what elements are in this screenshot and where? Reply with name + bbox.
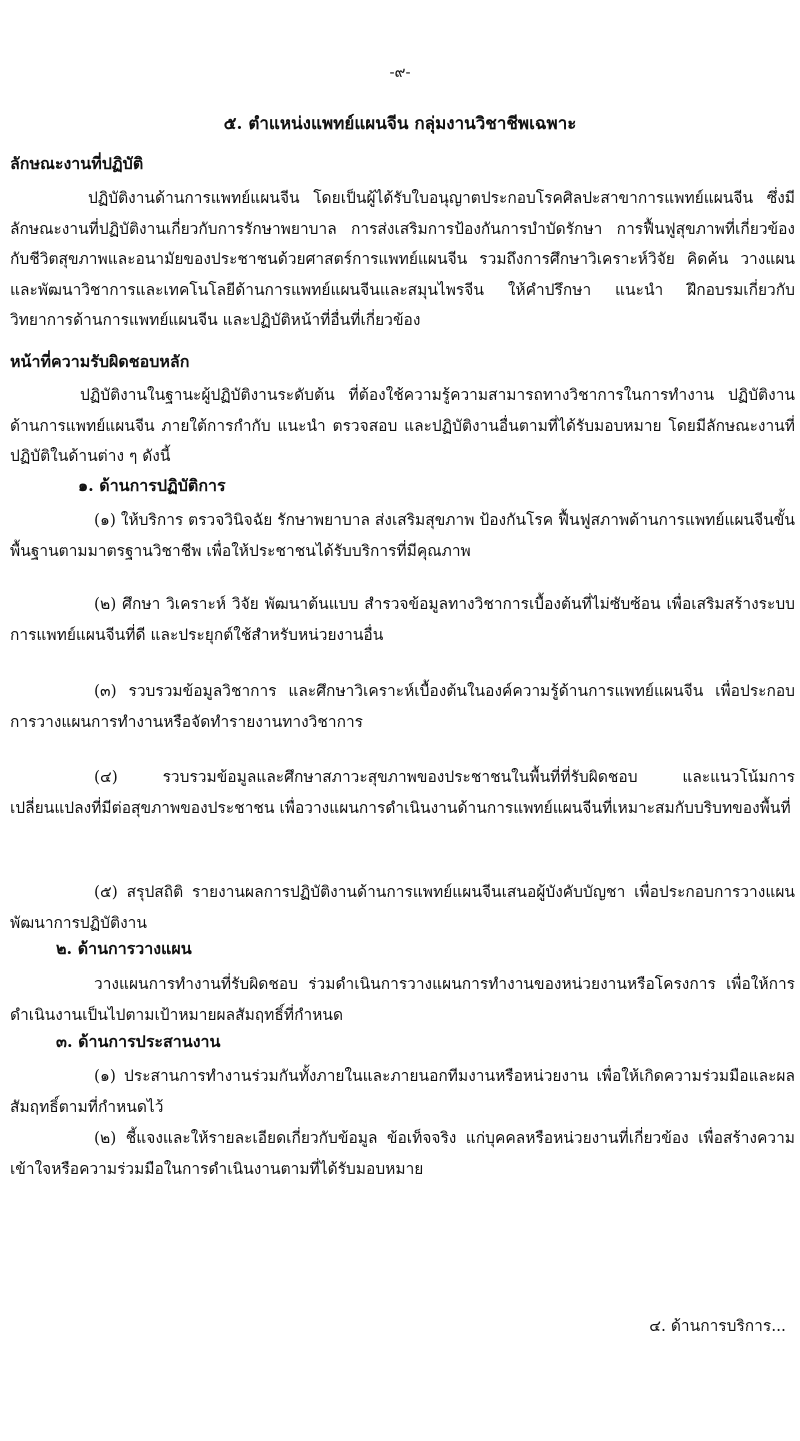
continuation-note: ๔. ด้านการบริการ... (649, 1317, 786, 1335)
coordination-item: (๒) ชี้แจงและให้รายละเอียดเกี่ยวกับข้อมูล ข้อเท็จจริง แก่บุคคลหรือหน่วยงานที่เกี่ยวข้อง เพื่อสร้างความเข้าใจหรือความร่วมมือในการดำเนินงานตามที่ได้รับมอบหมาย (10, 1129, 795, 1178)
area-heading-coordination: ๓. ด้านการประสานงาน (56, 1032, 221, 1051)
operations-item: (๔) รวบรวมข้อมูลและศึกษาสภาวะสุขภาพของประชาชนในพื้นที่ที่รับผิดชอบ และแนวโน้มการเปลี่ยนแปลงที่มีต่อสุขภาพของประชาชน เพื่อวางแผนการดำเนินงานด้านการแพทย์แผนจีนที่เหมาะสมกับบริบทของพื้นที่ (10, 768, 795, 817)
page-number: -๙- (389, 63, 411, 81)
operations-item: (๒) ศึกษา วิเคราะห์ วิจัย พัฒนาต้นแบบ สำรวจข้อมูลทางวิชาการเบื้องต้นที่ไม่ซับซ้อน เพื่อเสริมสร้างระบบการแพทย์แผนจีนที่ดี และประยุกต์ใช้สำหรับหน่วยงานอื่น (10, 595, 795, 644)
area-heading-planning: ๒. ด้านการวางแผน (56, 939, 192, 958)
page-title: ๕. ตำแหน่งแพทย์แผนจีน กลุ่มงานวิชาชีพเฉพาะ (223, 114, 577, 134)
section-heading-responsibilities: หน้าที่ความรับผิดชอบหลัก (10, 352, 190, 371)
operations-item: (๑) ให้บริการ ตรวจวินิจฉัย รักษาพยาบาล ส่งเสริมสุขภาพ ป้องกันโรค ฟื้นฟูสภาพด้านการแพทย์แผนจีนขั้นพื้นฐานตามมาตรฐานวิชาชีพ เพื่อให้ประชาชนได้รับบริการที่มีคุณภาพ (10, 511, 795, 560)
operations-item: (๓) รวบรวมข้อมูลวิชาการ และศึกษาวิเคราะห์เบื้องต้นในองค์ความรู้ด้านการแพทย์แผนจีน เพื่อประกอบการวางแผนการทำงานหรือจัดทำรายงานทางวิชาการ (10, 682, 795, 731)
coordination-item: (๑) ประสานการทำงานร่วมกันทั้งภายในและภายนอกทีมงานหรือหน่วยงาน เพื่อให้เกิดความร่วมมือและผลสัมฤทธิ์ตามที่กำหนดไว้ (10, 1067, 795, 1116)
operations-item: (๕) สรุปสถิติ รายงานผลการปฏิบัติงานด้านการแพทย์แผนจีนเสนอผู้บังคับบัญชา เพื่อประกอบการวางแผนพัฒนาการปฏิบัติงาน (10, 883, 795, 932)
area-heading-operations: ๑. ด้านการปฏิบัติการ (78, 476, 226, 495)
section-heading-job-characteristics: ลักษณะงานที่ปฏิบัติ (10, 154, 144, 173)
job-characteristics-paragraph: ปฏิบัติงานด้านการแพทย์แผนจีน โดยเป็นผู้ได้รับใบอนุญาตประกอบโรคศิลปะสาขาการแพทย์แผนจีน ซึ่งมีลักษณะงานที่ปฏิบัติงานเกี่ยวกับการรักษาพยาบาล การส่งเสริมการป้องกันการบำบัดรักษา การฟื้นฟูสุขภาพที่เกี่ยวข้องกับชีวิตสุขภาพและอนามัยของประชาชนด้วยศาสตร์การแพทย์แผนจีน รวมถึงการศึกษาวิเคราะห์วิจัย คิดค้น วางแผน และพัฒนาวิชาการและเทคโนโลยีด้านการแพทย์แผนจีนและสมุนไพรจีน ให้คำปรึกษา แนะนำ ฝึกอบรมเกี่ยวกับวิทยาการด้านการแพทย์แผนจีน และปฏิบัติหน้าที่อื่นที่เกี่ยวข้อง (10, 189, 795, 330)
planning-paragraph: วางแผนการทำงานที่รับผิดชอบ ร่วมดำเนินการวางแผนการทำงานของหน่วยงานหรือโครงการ เพื่อให้การดำเนินงานเป็นไปตามเป้าหมายผลสัมฤทธิ์ที่กำหนด (10, 975, 795, 1024)
responsibilities-intro: ปฏิบัติงานในฐานะผู้ปฏิบัติงานระดับต้น ที่ต้องใช้ความรู้ความสามารถทางวิชาการในการทำงาน ปฏิบัติงานด้านการแพทย์แผนจีน ภายใต้การกำกับ แนะนำ ตรวจสอบ และปฏิบัติงานอื่นตามที่ได้รับมอบหมาย โดยมีลักษณะงานที่ปฏิบัติในด้านต่าง ๆ ดังนี้ (10, 386, 795, 466)
